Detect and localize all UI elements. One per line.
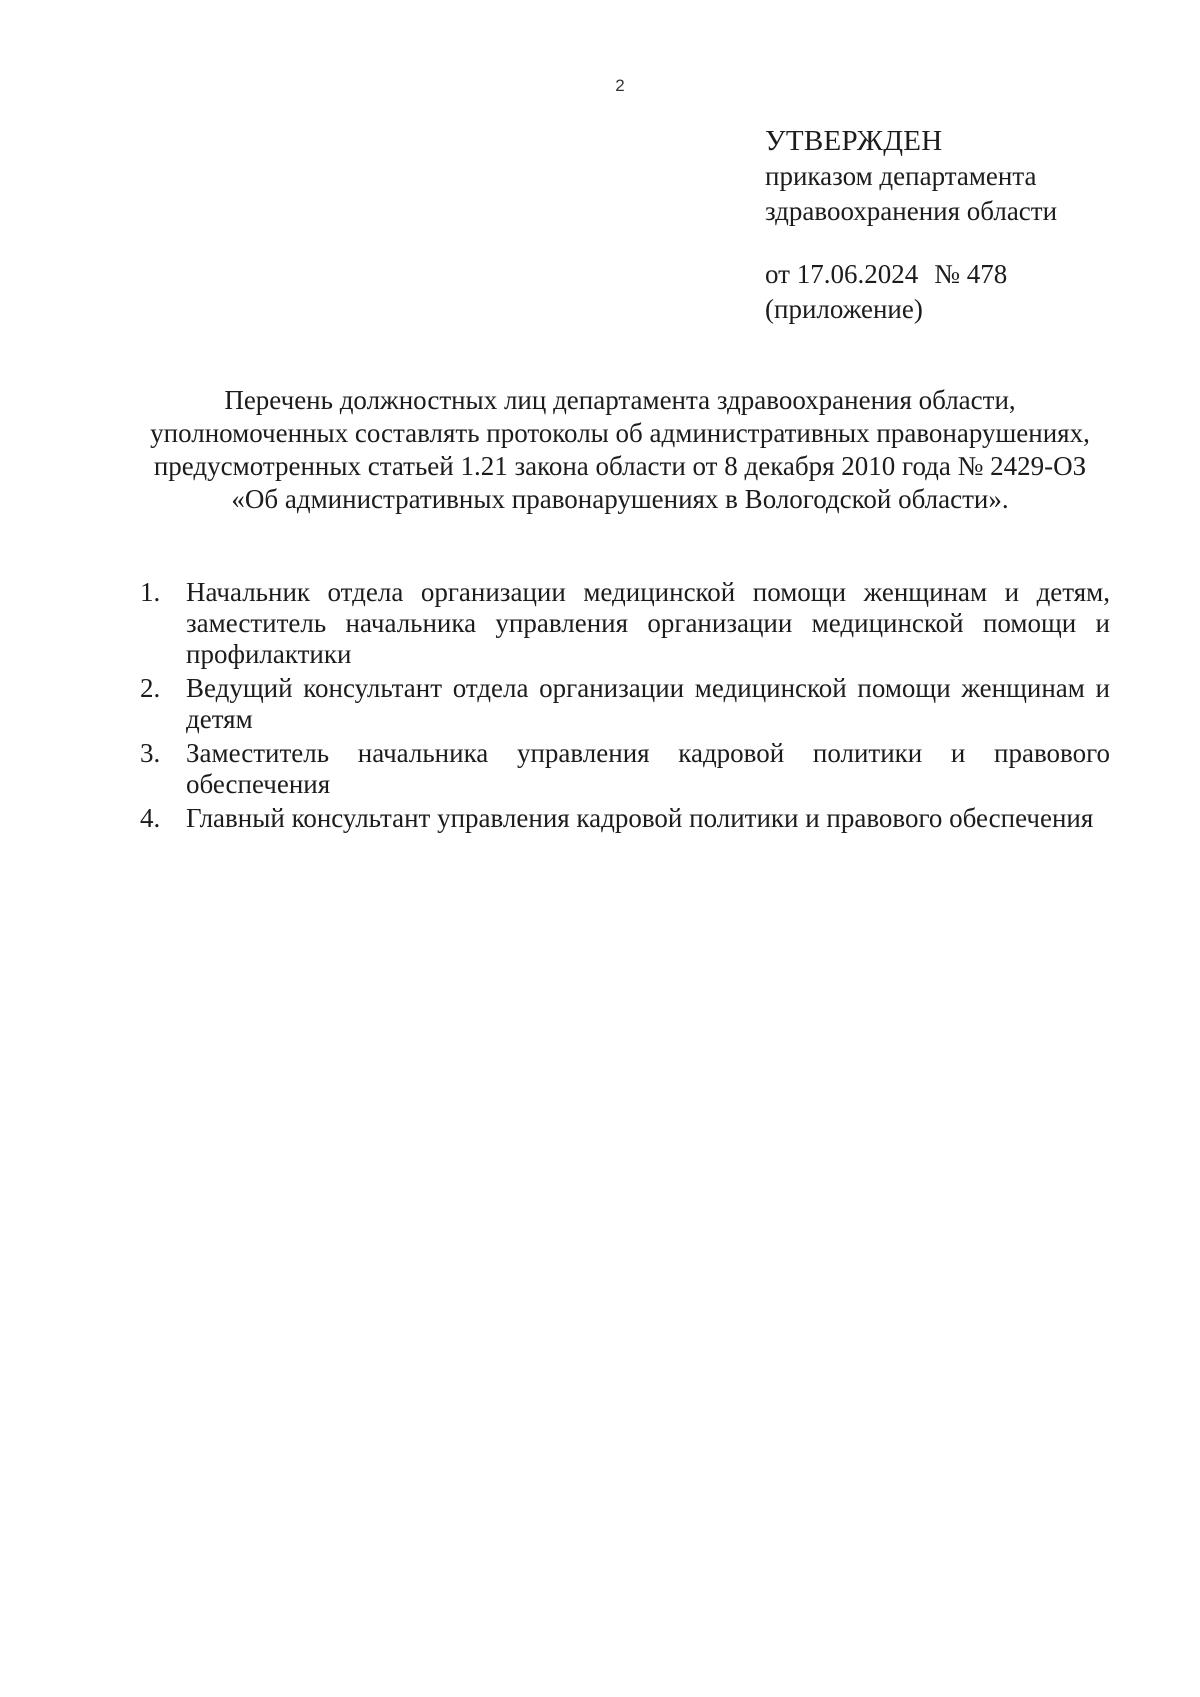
title-line-2: уполномоченных составлять протоколы об административных правонарушениях,: [150, 418, 1090, 448]
list-item-text: Начальник отдела организации медицинской помощи женщинам и детям, заместитель начальника управления организации медицинской помощи и профилактики: [186, 577, 1110, 669]
list-item: [140, 577, 1110, 670]
title-line-3: предусмотренных статьей 1.21 закона области от 8 декабря 2010 года № 2429-ОЗ: [153, 451, 1087, 481]
positions-list: [140, 577, 1110, 837]
list-item: [140, 803, 1110, 834]
list-item: [140, 673, 1110, 735]
approved-heading: УТВЕРЖДЕН: [765, 125, 943, 157]
list-item-number: 4.: [140, 803, 161, 833]
list-item-number: 3.: [140, 738, 161, 768]
list-item-number: 2.: [140, 673, 161, 703]
approval-line-2: здравоохранения области: [765, 196, 1058, 226]
title-line-4: «Об административных правонарушениях в Вологодской области».: [231, 484, 1009, 514]
title-line-1: Перечень должностных лиц департамента здравоохранения области,: [224, 385, 1016, 415]
page-number: 2: [615, 76, 625, 95]
list-item-number: 1.: [140, 577, 161, 607]
approval-stamp: [765, 124, 1165, 327]
document-title: [100, 384, 1140, 516]
list-item: [140, 738, 1110, 800]
order-number: № 478: [934, 259, 1008, 289]
list-item-text: Заместитель начальника управления кадровой политики и правового обеспечения: [186, 738, 1110, 799]
order-date: от 17.06.2024: [765, 259, 919, 289]
annex-label: (приложение): [765, 294, 923, 324]
order-date-line: [765, 257, 1165, 292]
list-item-text: Ведущий консультант отдела организации медицинской помощи женщинам и детям: [186, 673, 1110, 734]
approval-line-1: приказом департамента: [765, 161, 1037, 191]
list-item-text: Главный консультант управления кадровой политики и правового обеспечения: [186, 803, 1094, 833]
